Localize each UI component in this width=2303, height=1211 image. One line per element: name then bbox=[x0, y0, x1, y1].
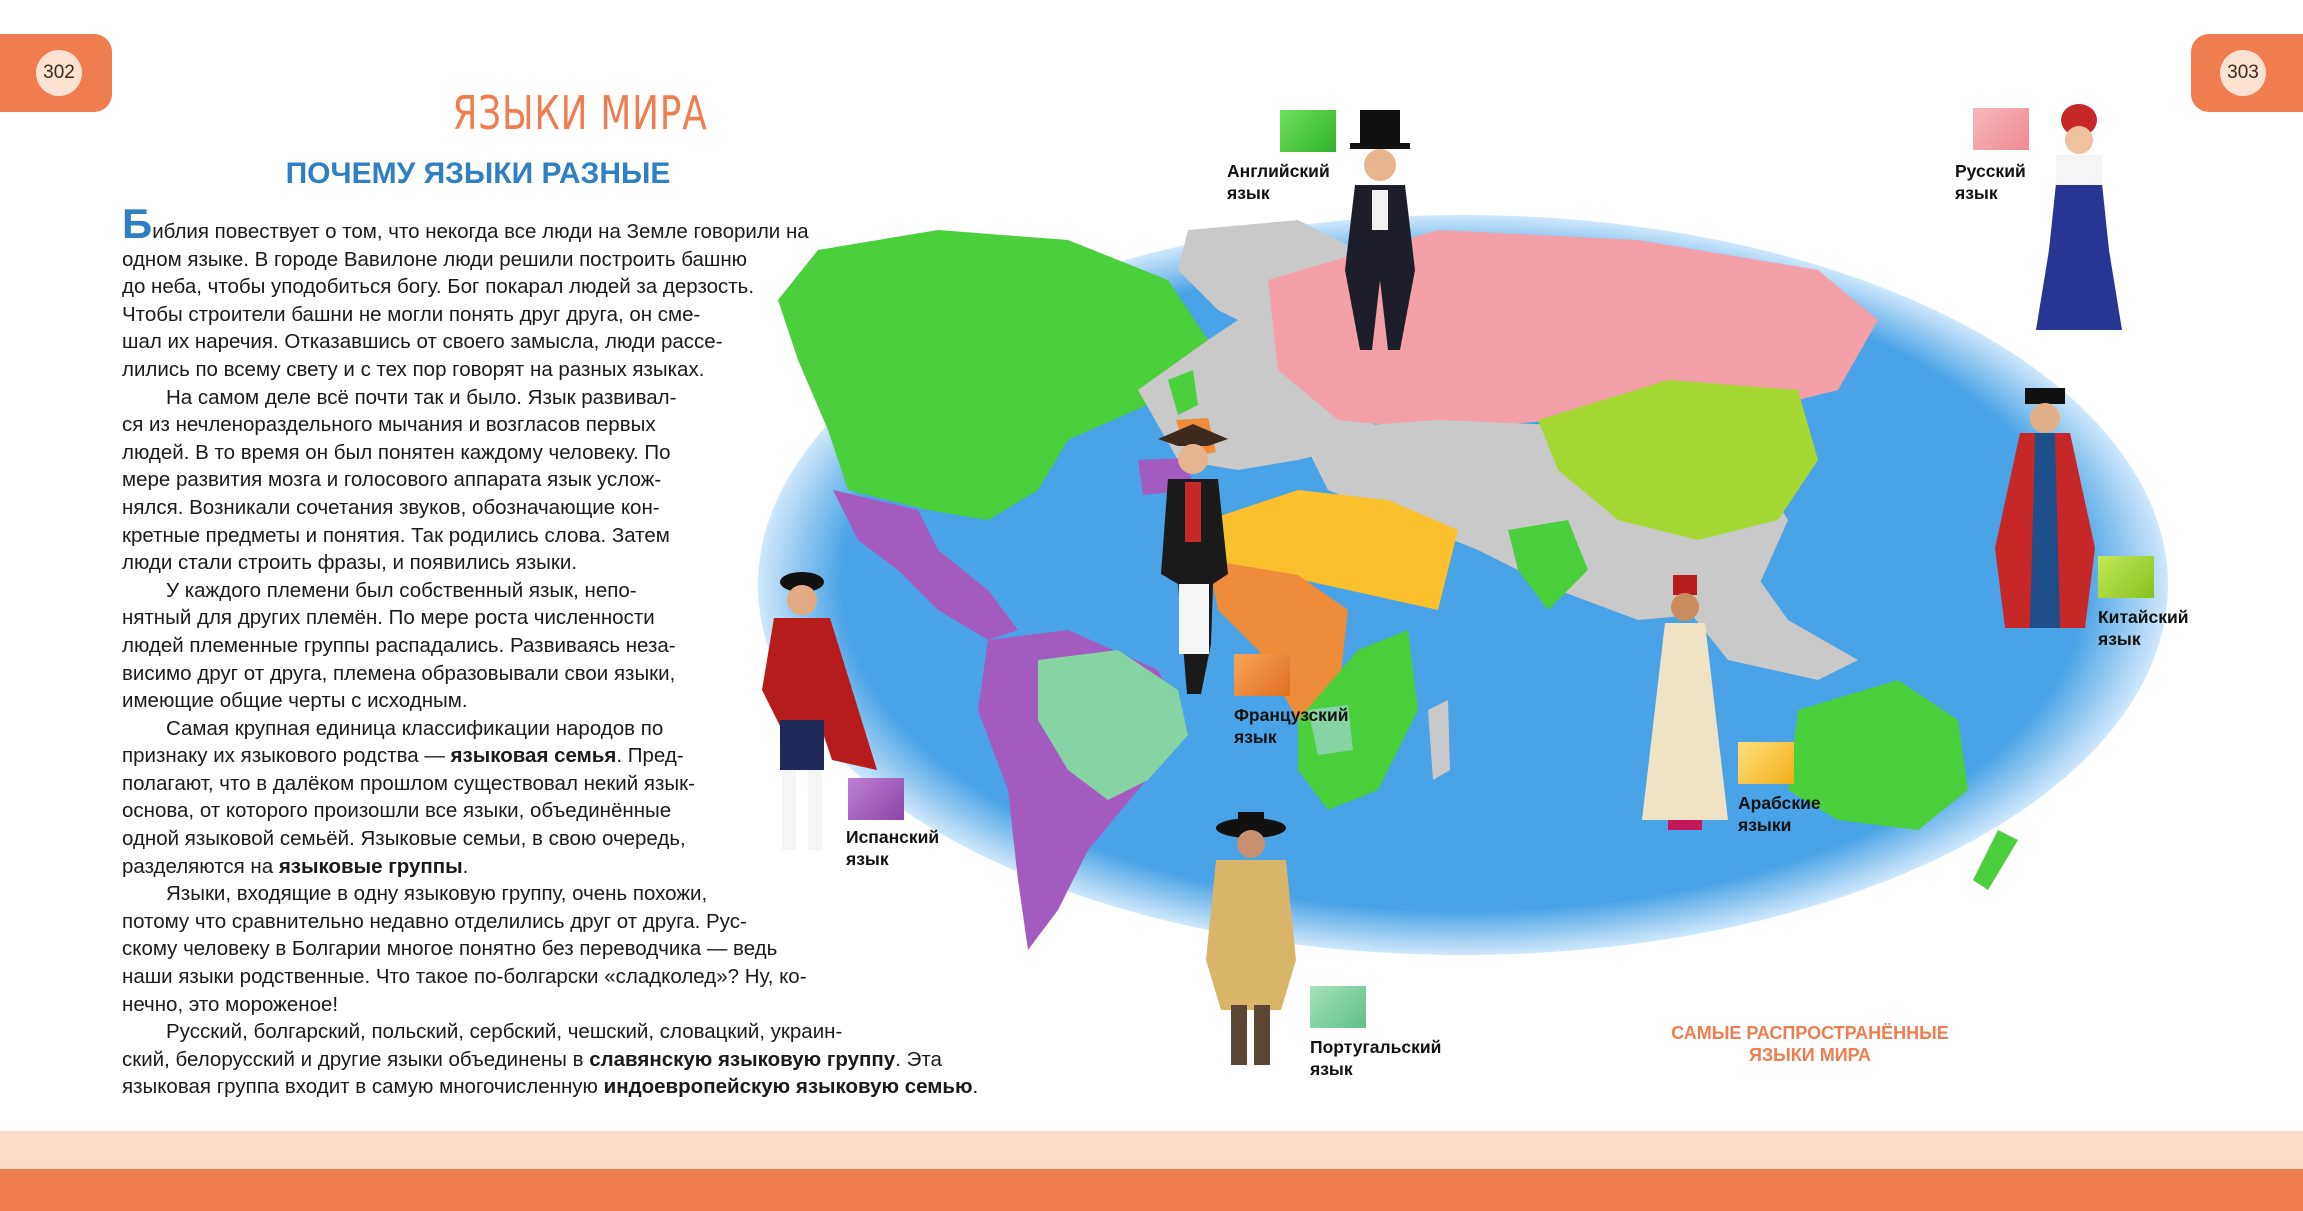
arabic-figure bbox=[1640, 575, 1730, 835]
text-line: основа, от которого произошли все языки, объединённые bbox=[122, 799, 672, 823]
text-line: одной языковой семьёй. Языковые семьи, в свою очередь, bbox=[122, 827, 686, 851]
text-line: Чтобы строители башни не могли понять друг друга, он сме- bbox=[122, 302, 701, 326]
spanish-figure bbox=[752, 570, 882, 860]
text-line: полагают, что в далёком прошлом существовал некий язык- bbox=[122, 771, 695, 795]
text-line: лились по всему свету и с тех пор говорят на разных языках. bbox=[122, 357, 705, 381]
portuguese-swatch bbox=[1310, 986, 1366, 1028]
text-line: Библия повествует о том, что некогда все люди на Земле говорили на bbox=[122, 200, 809, 247]
new-zealand bbox=[1973, 830, 2018, 890]
page-title: ЯЗЫКИ МИРА bbox=[452, 86, 708, 140]
text-line: имеющие общие черты с исходным. bbox=[122, 689, 468, 713]
text-line: скому человеку в Болгарии многое понятно без переводчика — ведь bbox=[122, 937, 778, 961]
text-line: мере развития мозга и голосового аппарата язык услож- bbox=[122, 468, 662, 492]
text-line: Русский, болгарский, польский, сербский, чешский, словацкий, украин- bbox=[166, 1020, 843, 1044]
text-line: кретные предметы и понятия. Так родились слова. Затем bbox=[122, 523, 670, 547]
portuguese-figure bbox=[1196, 810, 1306, 1074]
english-label: Английский язык bbox=[1227, 161, 1330, 203]
text-line: потому что сравнительно недавно отделились друг от друга. Рус- bbox=[122, 909, 747, 933]
text-line: нечно, это мороженое! bbox=[122, 992, 339, 1016]
russian-swatch bbox=[1973, 108, 2029, 150]
footer-band-light bbox=[0, 1131, 2303, 1169]
text-line: людей племенные группы распадались. Развиваясь неза- bbox=[122, 633, 676, 657]
text-line: висимо друг от друга, племена образовывали свои языки, bbox=[122, 661, 676, 685]
french-figure bbox=[1143, 424, 1243, 708]
text-line: признаку их языкового родства — языковая семья. Пред- bbox=[122, 744, 684, 768]
page-number-right: 303 bbox=[2220, 50, 2266, 96]
section-subtitle: ПОЧЕМУ ЯЗЫКИ РАЗНЫЕ bbox=[285, 157, 671, 190]
term-indo-european: индоевропейскую языковую семью bbox=[603, 1075, 973, 1099]
text-line: Самая крупная единица классификации народов по bbox=[166, 716, 664, 740]
footer-band-dark bbox=[0, 1169, 2303, 1211]
text-line: У каждого племени был собственный язык, непо- bbox=[166, 578, 637, 602]
term-language-family: языковая семья bbox=[450, 744, 617, 768]
drop-cap: Б bbox=[122, 200, 153, 247]
text-line: наши языки родственные. Что такое по-болгарски «сладколед»? Ну, ко- bbox=[122, 965, 807, 989]
text-line: нятный для других племён. По мере роста численности bbox=[122, 606, 655, 630]
term-slavic-group: славянскую языковую группу bbox=[589, 1047, 896, 1071]
chinese-swatch bbox=[2098, 556, 2154, 598]
russian-figure bbox=[2034, 100, 2124, 340]
text-line: Языки, входящие в одну языковую группу, очень похожи, bbox=[166, 882, 708, 906]
text-line: языковая группа входит в самую многочисленную индоевропейскую языковую семью. bbox=[122, 1075, 979, 1099]
text-line: шал их наречия. Отказавшись от своего замысла, люди рассе- bbox=[122, 330, 723, 354]
text-line: разделяются на языковые группы. bbox=[122, 854, 469, 878]
portuguese-label: Португальский язык bbox=[1310, 1037, 1442, 1079]
russian-label: Русский язык bbox=[1955, 161, 2026, 203]
text-line: нялся. Возникали сочетания звуков, обозначающие кон- bbox=[122, 495, 660, 519]
text-line: люди стали строить фразы, и появились языки. bbox=[122, 551, 578, 575]
arabic-swatch bbox=[1738, 742, 1794, 784]
text-line: до неба, чтобы уподобиться богу. Бог покарал людей за дерзость. bbox=[122, 275, 755, 299]
chinese-figure bbox=[1990, 388, 2100, 636]
text-line: людей. В то время он был понятен каждому человеку. По bbox=[122, 440, 671, 464]
chinese-label: Китайский язык bbox=[2098, 607, 2189, 649]
english-figure bbox=[1320, 110, 1440, 360]
text-line: одном языке. В городе Вавилоне люди решили построить башню bbox=[122, 247, 748, 271]
page-number-left: 302 bbox=[36, 50, 82, 96]
map-caption: САМЫЕ РАСПРОСТРАНЁННЫЕ ЯЗЫКИ МИРА bbox=[1671, 1023, 1949, 1065]
term-language-groups: языковые группы bbox=[278, 854, 463, 878]
arabic-label: Арабские языки bbox=[1738, 793, 1821, 835]
text-line: ский, белорусский и другие языки объединены в славянскую языковую группу. Эта bbox=[122, 1047, 942, 1071]
french-label: Французский язык bbox=[1234, 705, 1349, 747]
text-line: ся из нечленораздельного мычания и возгласов первых bbox=[122, 413, 656, 437]
text-line: На самом деле всё почти так и было. Язык развивал- bbox=[166, 385, 677, 409]
spanish-label: Испанский язык bbox=[846, 827, 940, 869]
